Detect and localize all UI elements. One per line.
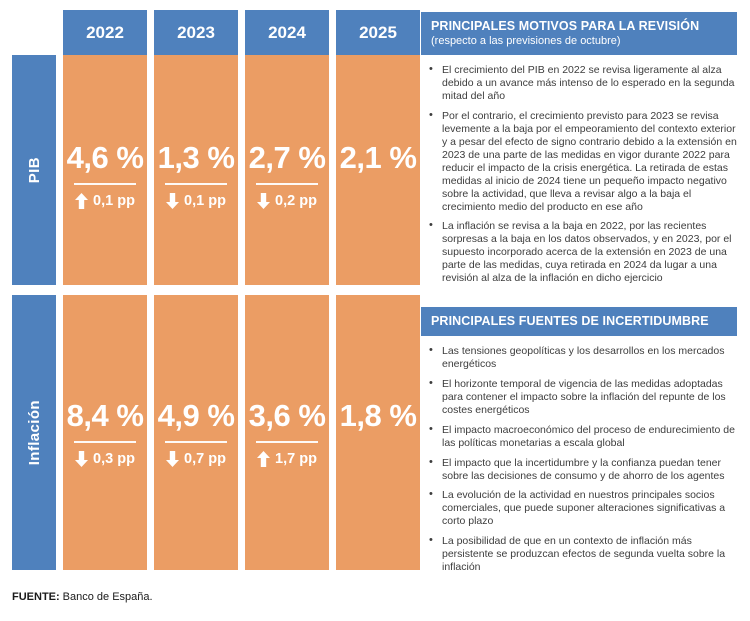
- bullet-item: • La posibilidad de que en un contexto de inflación más persistente se produzcan efectos de segunda vuelta sobre la inflación: [427, 535, 737, 574]
- source-text: Banco de España.: [62, 591, 153, 603]
- year-header-2024: 2024: [245, 10, 329, 55]
- panel-section-1: [421, 307, 737, 581]
- bullet-item: • El horizonte temporal de vigencia de las medidas adoptadas para contener el impacto sobre la inflación del repunte de los costes energéticos: [427, 378, 737, 417]
- value-text: 4,9 %: [157, 397, 235, 433]
- value-cell-inflación-2025: [336, 295, 420, 570]
- value-cell-inflación-2024: [245, 295, 329, 570]
- cell-content: [245, 397, 329, 467]
- change-indicator: [75, 193, 135, 209]
- bullet-item: • La evolución de la actividad en nuestros principales socios comerciales, que puede suponer alteraciones significativas a corto plazo: [427, 489, 737, 528]
- panel-title: PRINCIPALES MOTIVOS PARA LA REVISIÓN: [431, 19, 700, 33]
- value-text: 1,3 %: [157, 140, 235, 176]
- panel-subtitle: (respecto a las previsiones de octubre): [431, 35, 621, 48]
- value-cell-inflación-2022: [63, 295, 147, 570]
- value-text: 2,1 %: [339, 140, 417, 176]
- cell-content: [63, 142, 147, 209]
- bullet-item: • El impacto macroeconómico del proceso de endurecimiento de las políticas monetarias a escala global: [427, 424, 737, 450]
- row-label-text: Inflación: [25, 399, 43, 466]
- value-cell-pib-2023: [154, 55, 238, 285]
- value-text: 1,8 %: [339, 397, 417, 433]
- value-divider: [256, 441, 318, 443]
- value-text: 2,7 %: [248, 140, 326, 176]
- value-cell-pib-2024: [245, 55, 329, 285]
- value-divider: [165, 441, 227, 443]
- projections-table: [12, 10, 420, 570]
- cell-content: [336, 140, 420, 176]
- change-indicator: [257, 451, 317, 467]
- bullet-list-1: [421, 345, 737, 574]
- year-header-2025: 2025: [336, 10, 420, 55]
- change-indicator: [75, 451, 135, 467]
- value-text: 8,4 %: [66, 397, 144, 433]
- value-divider: [74, 183, 136, 185]
- panel-title: PRINCIPALES FUENTES DE INCERTIDUMBRE: [431, 314, 709, 328]
- cell-content: [63, 397, 147, 467]
- change-text: 0,7 pp: [184, 450, 226, 467]
- bullet-item: • Las tensiones geopolíticas y los desarrollos en los mercados energéticos: [427, 345, 737, 371]
- source-note: [12, 591, 153, 603]
- row-label-inflacion: [12, 295, 56, 570]
- value-cell-inflación-2023: [154, 295, 238, 570]
- bullet-item: • El impacto que la incertidumbre y la confianza puedan tener sobre las decisiones de consumo y de ahorro de los agentes: [427, 457, 737, 483]
- bullet-item: • El crecimiento del PIB en 2022 se revisa ligeramente al alza debido a un avance más intenso de lo esperado en la segunda mitad del año: [427, 64, 737, 103]
- row-label-pib: [12, 55, 56, 285]
- value-cell-pib-2022: [63, 55, 147, 285]
- up-arrow-icon: [75, 193, 88, 209]
- value-cell-pib-2025: [336, 55, 420, 285]
- panel-section-0: [421, 12, 737, 292]
- value-divider: [74, 441, 136, 443]
- change-text: 0,1 pp: [93, 193, 135, 210]
- change-indicator: [257, 193, 317, 209]
- bullet-item: • La inflación se revisa a la baja en 2022, por las recientes sorpresas a la baja en los datos observados, y en 2023, por el supuesto incorporado acerca de la extensión en 2023 de una parte de las medidas, cuya retirada en 2024 da lugar a una revisión al alza de la inflación en dicho ejercicio: [427, 220, 737, 285]
- down-arrow-icon: [166, 451, 179, 467]
- change-indicator: [166, 451, 226, 467]
- down-arrow-icon: [257, 193, 270, 209]
- panel-header-1: [421, 307, 737, 336]
- change-indicator: [166, 193, 226, 209]
- panel-header-0: [421, 12, 737, 55]
- year-header-2022: 2022: [63, 10, 147, 55]
- change-text: 0,1 pp: [184, 193, 226, 210]
- up-arrow-icon: [257, 451, 270, 467]
- down-arrow-icon: [75, 451, 88, 467]
- change-text: 1,7 pp: [275, 450, 317, 467]
- value-text: 4,6 %: [66, 140, 144, 176]
- cell-content: [336, 397, 420, 433]
- cell-content: [245, 142, 329, 209]
- cell-content: [154, 142, 238, 209]
- bullet-item: • Por el contrario, el crecimiento previsto para 2023 se revisa levemente a la baja por el empeoramiento del contexto exterior y a pesar del efecto de signo contrario debido a la extensión en 2023 de una parte de las medidas en vigor durante 2022 para reducir el impacto de la crisis energética. La retirada de estas medidas al inicio de 2024 tiene un pequeño impacto negativo sobre la actividad, que lleva a revisar algo a la baja el crecimiento medio del producto en ese año: [427, 110, 737, 213]
- value-divider: [256, 183, 318, 185]
- bullet-list-0: [421, 64, 737, 285]
- value-divider: [165, 183, 227, 185]
- down-arrow-icon: [166, 193, 179, 209]
- change-text: 0,3 pp: [93, 450, 135, 467]
- cell-content: [154, 397, 238, 467]
- value-text: 3,6 %: [248, 397, 326, 433]
- source-label: FUENTE:: [12, 591, 60, 603]
- change-text: 0,2 pp: [275, 193, 317, 210]
- row-label-text: PIB: [25, 156, 43, 184]
- year-header-2023: 2023: [154, 10, 238, 55]
